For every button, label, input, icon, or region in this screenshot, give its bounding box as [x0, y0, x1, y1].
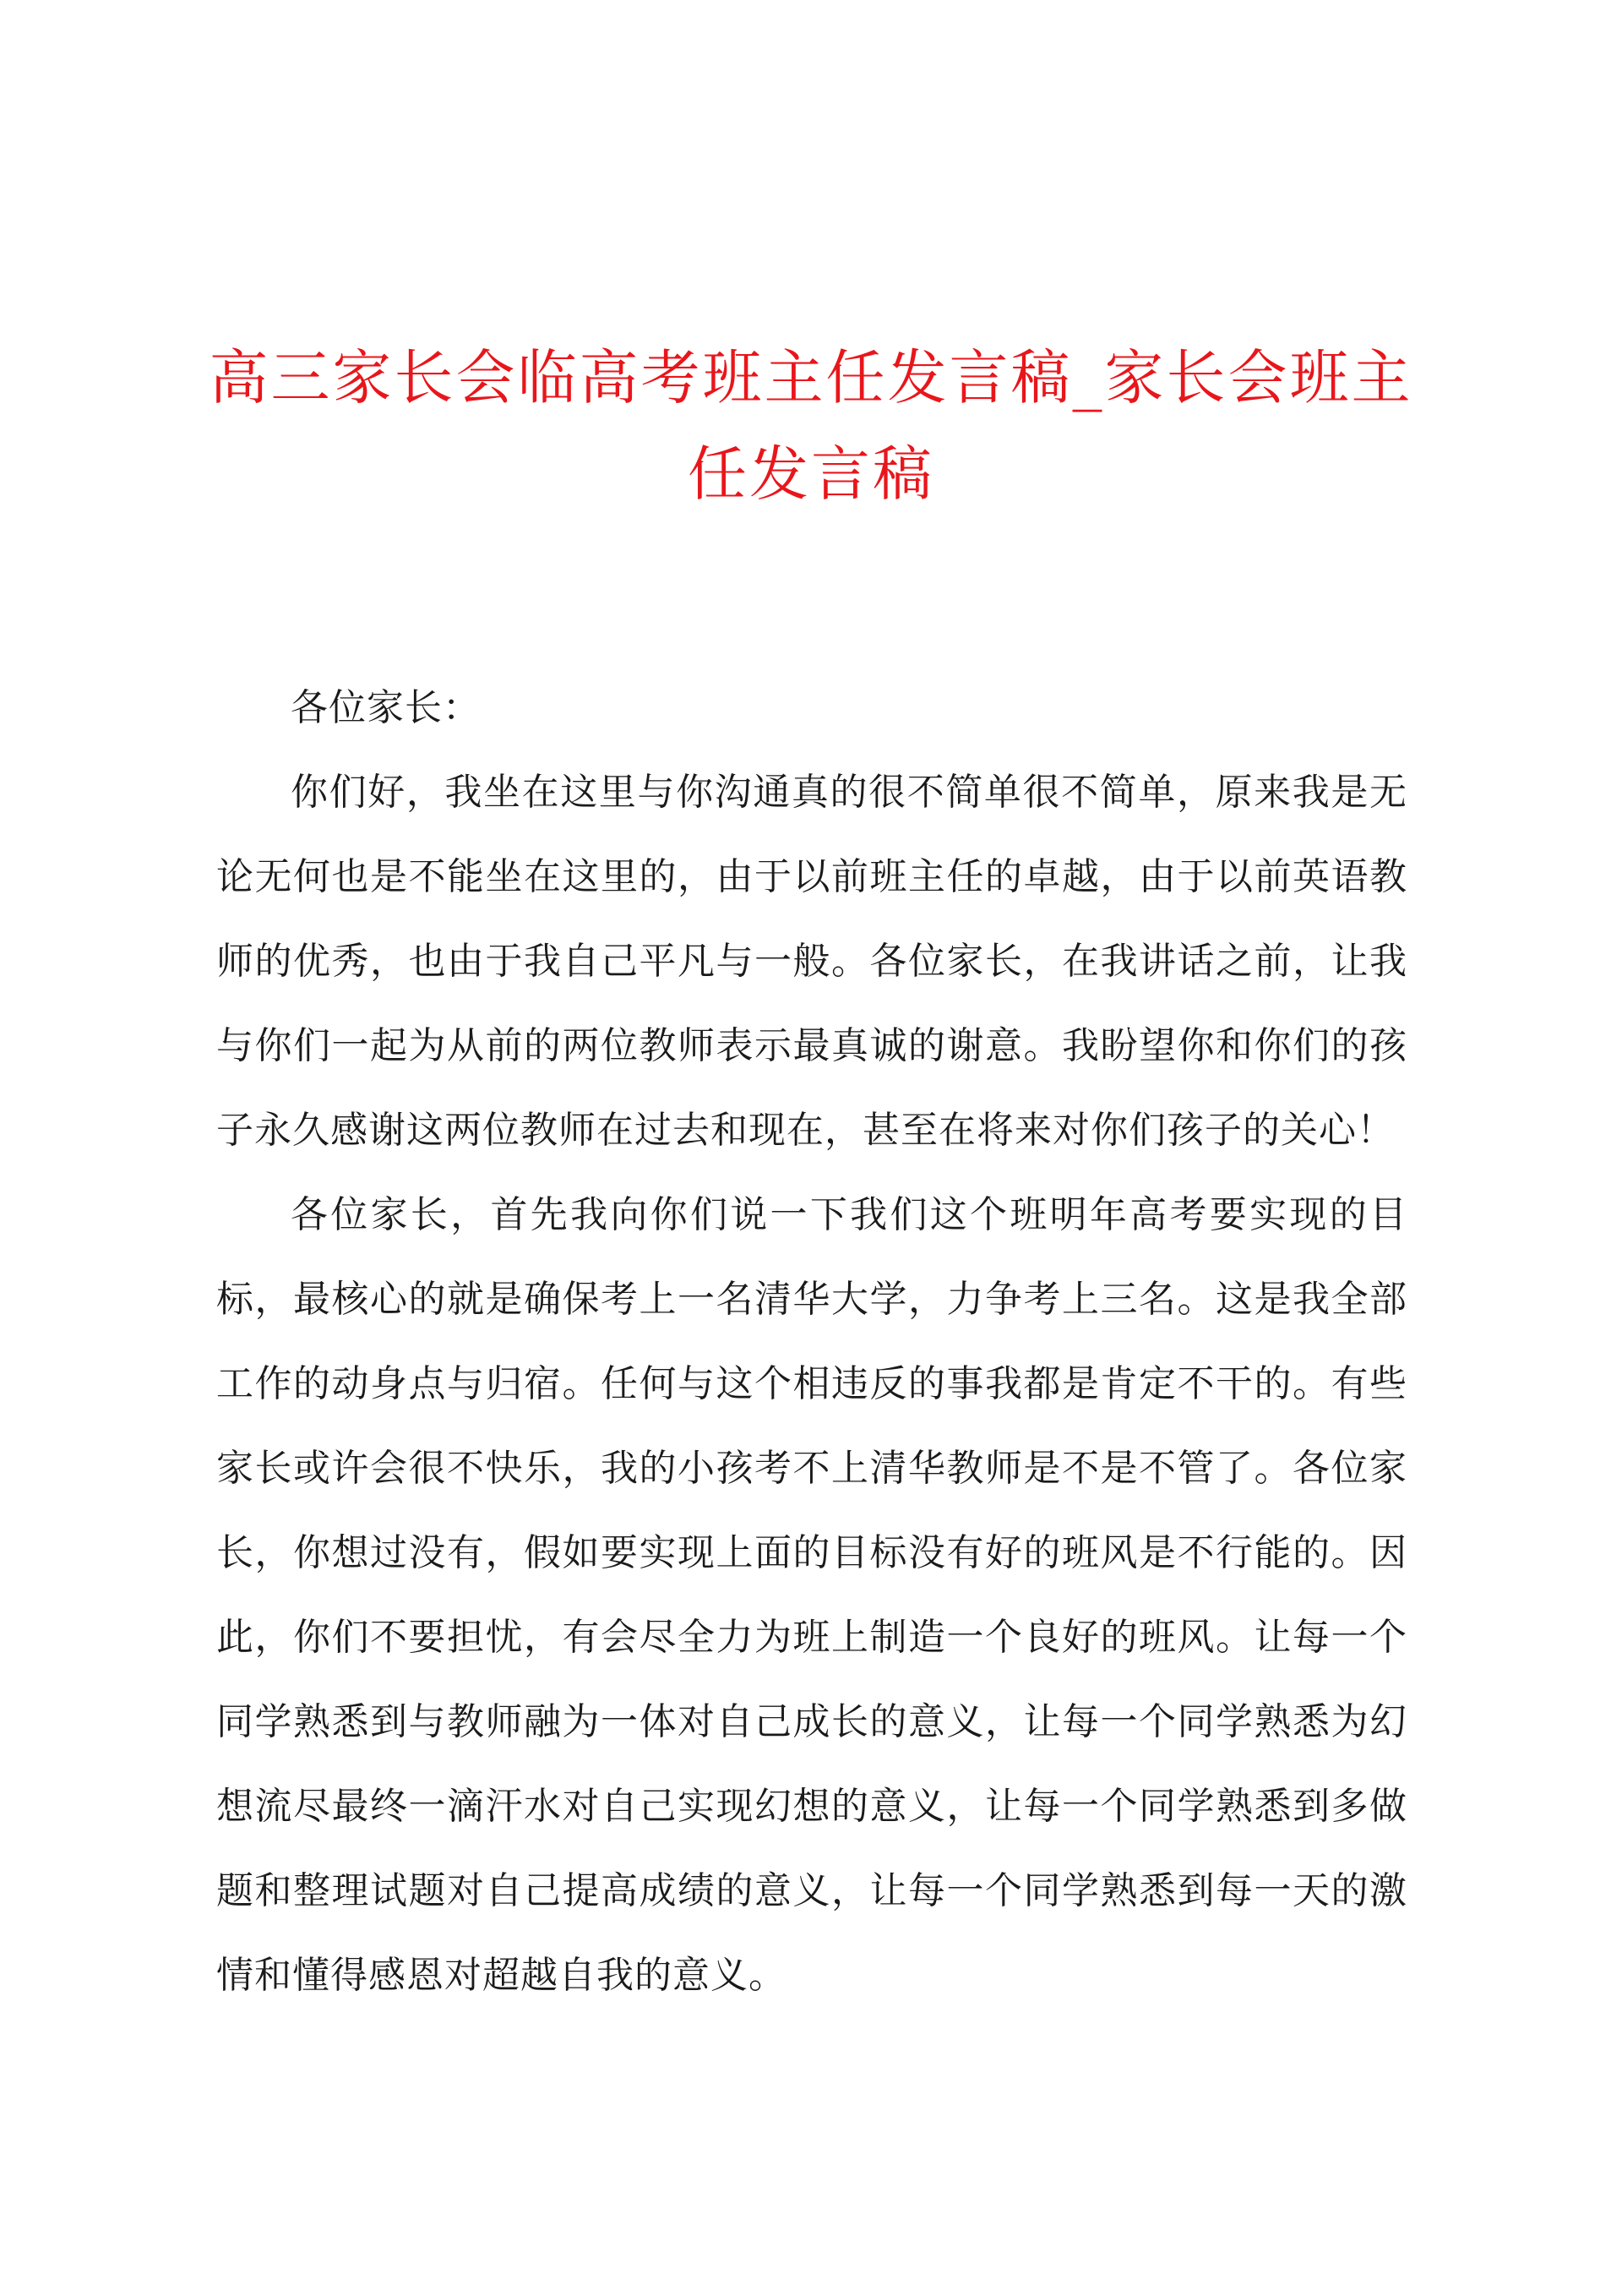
salutation-paragraph: 各位家长： — [291, 686, 481, 729]
body-paragraph: 你们好，我坐在这里与你沟通真的很不简单很不简单，原来我是无论无何也是不能坐在这里的，由于以前班主任的卓越，由于以前英语教师的优秀，也由于我自己平凡与一般。各位家长，在我讲话之前，让我与你们一起为从前的两位教师表示最真诚的谢意。我盼望你和你们的孩子永久感谢这两位教师在过去和现在，甚至在将来对你们孩子的关心！ — [216, 771, 1407, 1152]
title-line-1: 高三家长会临高考班主任发言稿_家长会班主 — [209, 343, 1413, 412]
title-line-2: 任发言稿 — [688, 439, 934, 509]
body-paragraph: 各位家长，首先我向你们说一下我们这个班明年高考要实现的目标，最核心的就是确保考上一名清华大学，力争考上三名。这是我全部工作的动身点与归宿。任何与这个相违反的事我都是肯定不干的。有些家长或许会很不快乐，我的小孩考不上清华教师是不是不管了。各位家长，你想过没有，假如要实现上面的目标没有好的班风是不行能的。因此，你们不要担忧，有会尽全力为班上制造一个良好的班风。让每一个同学熟悉到与教师融为一体对自己成长的意义，让每一个同学熟悉为幻想流尽最终一滴汗水对自己实现幻想的意义，让每一个同学熟悉到多做题和整理试题对自己提高成绩的意义，让每一个同学熟悉到每一天的激情和懂得感恩对超越自我的意义。 — [216, 1193, 1407, 1997]
document-body — [216, 666, 1407, 2018]
document-title — [203, 330, 1419, 522]
